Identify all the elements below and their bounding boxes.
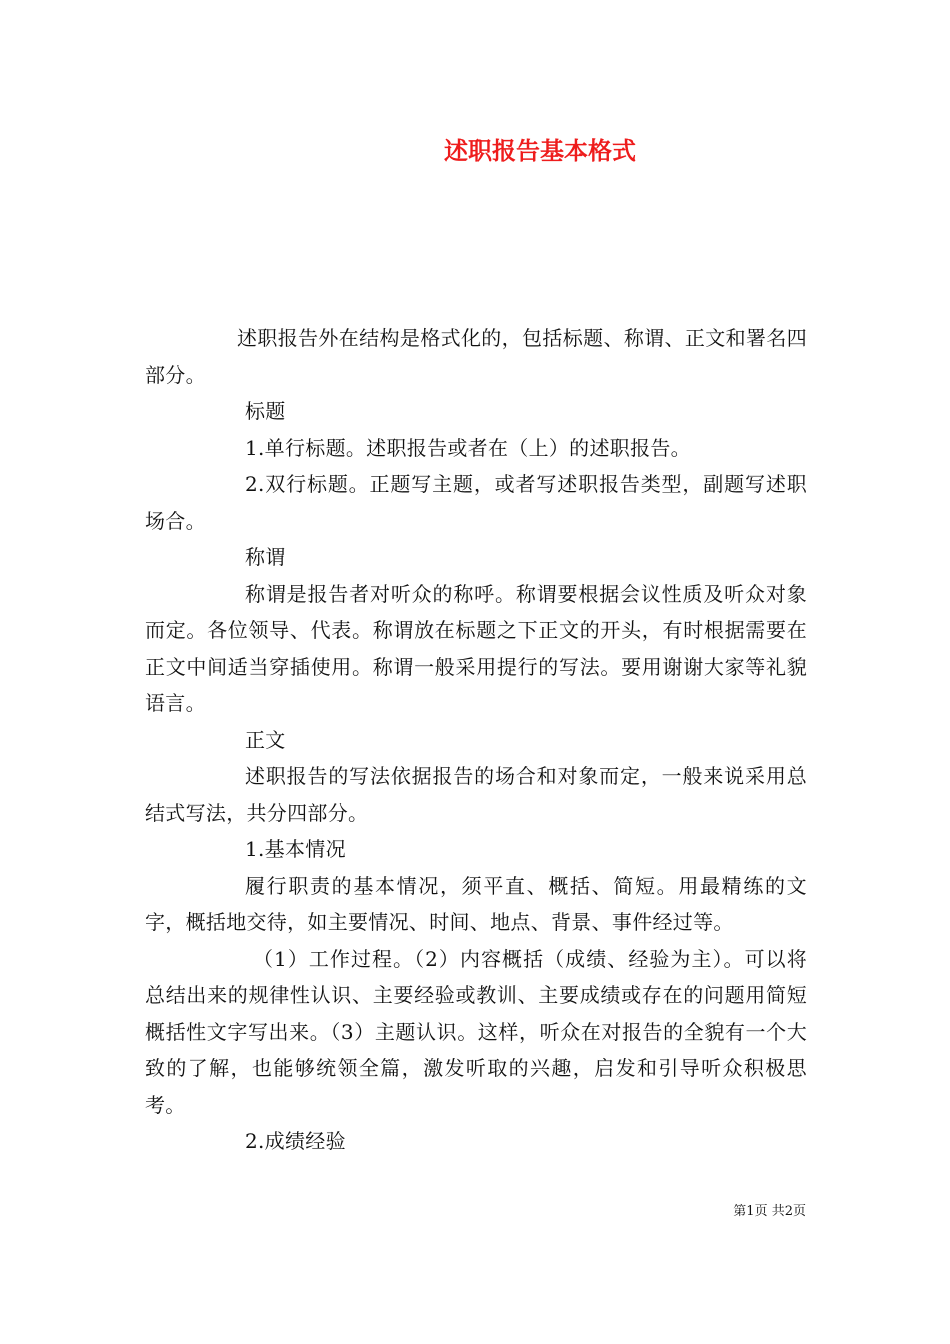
footer-page-prefix: 第 (733, 1204, 747, 1219)
footer-page-suffix: 页 (792, 1204, 806, 1219)
page-footer (0, 1202, 806, 1222)
document-body (145, 320, 807, 1160)
paragraph-salutation: 称谓是报告者对听众的称呼。称谓要根据会议性质及听众对象而定。各位领导、代表。称谓放在标题之下正文的开头，有时根据需要在正文中间适当穿插使用。称谓一般采用提行的写法。要用谢谢大家等礼貌语言。 (145, 581, 807, 715)
subheading-achievements: 2.成绩经验 (245, 1129, 346, 1153)
list-item-double-line-title: 2.双行标题。正题写主题，或者写述职报告类型，副题写述职场合。 (145, 472, 807, 533)
footer-page-number: 1 (746, 1204, 755, 1219)
paragraph-work-process: （1）工作过程。（2）内容概括（成绩、经验为主）。可以将总结出来的规律性认识、主要经验或教训、主要成绩或存在的问题用简短概括性文字写出来。（3）主题认识。这样，听众在对报告的全貌有一个大致的了解，也能够统领全篇，激发听取的兴趣，启发和引导听众积极思考。 (145, 946, 807, 1117)
list-item-single-line-title: 1.单行标题。述职报告或者在（上）的述职报告。 (245, 435, 691, 460)
paragraph-body-intro: 述职报告的写法依据报告的场合和对象而定，一般来说采用总结式写法，共分四部分。 (145, 764, 807, 825)
section-heading-body: 正文 (245, 727, 286, 752)
footer-page-middle: 页 共 (754, 1204, 785, 1219)
subheading-basic-situation: 1.基本情况 (245, 837, 346, 861)
document-title: 述职报告基本格式 (444, 136, 636, 165)
section-heading-title: 标题 (245, 399, 286, 423)
footer-page-total: 2 (784, 1204, 793, 1219)
paragraph-intro: 述职报告外在结构是格式化的，包括标题、称谓、正文和署名四部分。 (145, 326, 807, 387)
section-heading-salutation: 称谓 (245, 545, 286, 569)
paragraph-basic-situation: 履行职责的基本情况，须平直、概括、简短。用最精练的文字，概括地交待，如主要情况、时间、地点、背景、事件经过等。 (145, 873, 807, 934)
